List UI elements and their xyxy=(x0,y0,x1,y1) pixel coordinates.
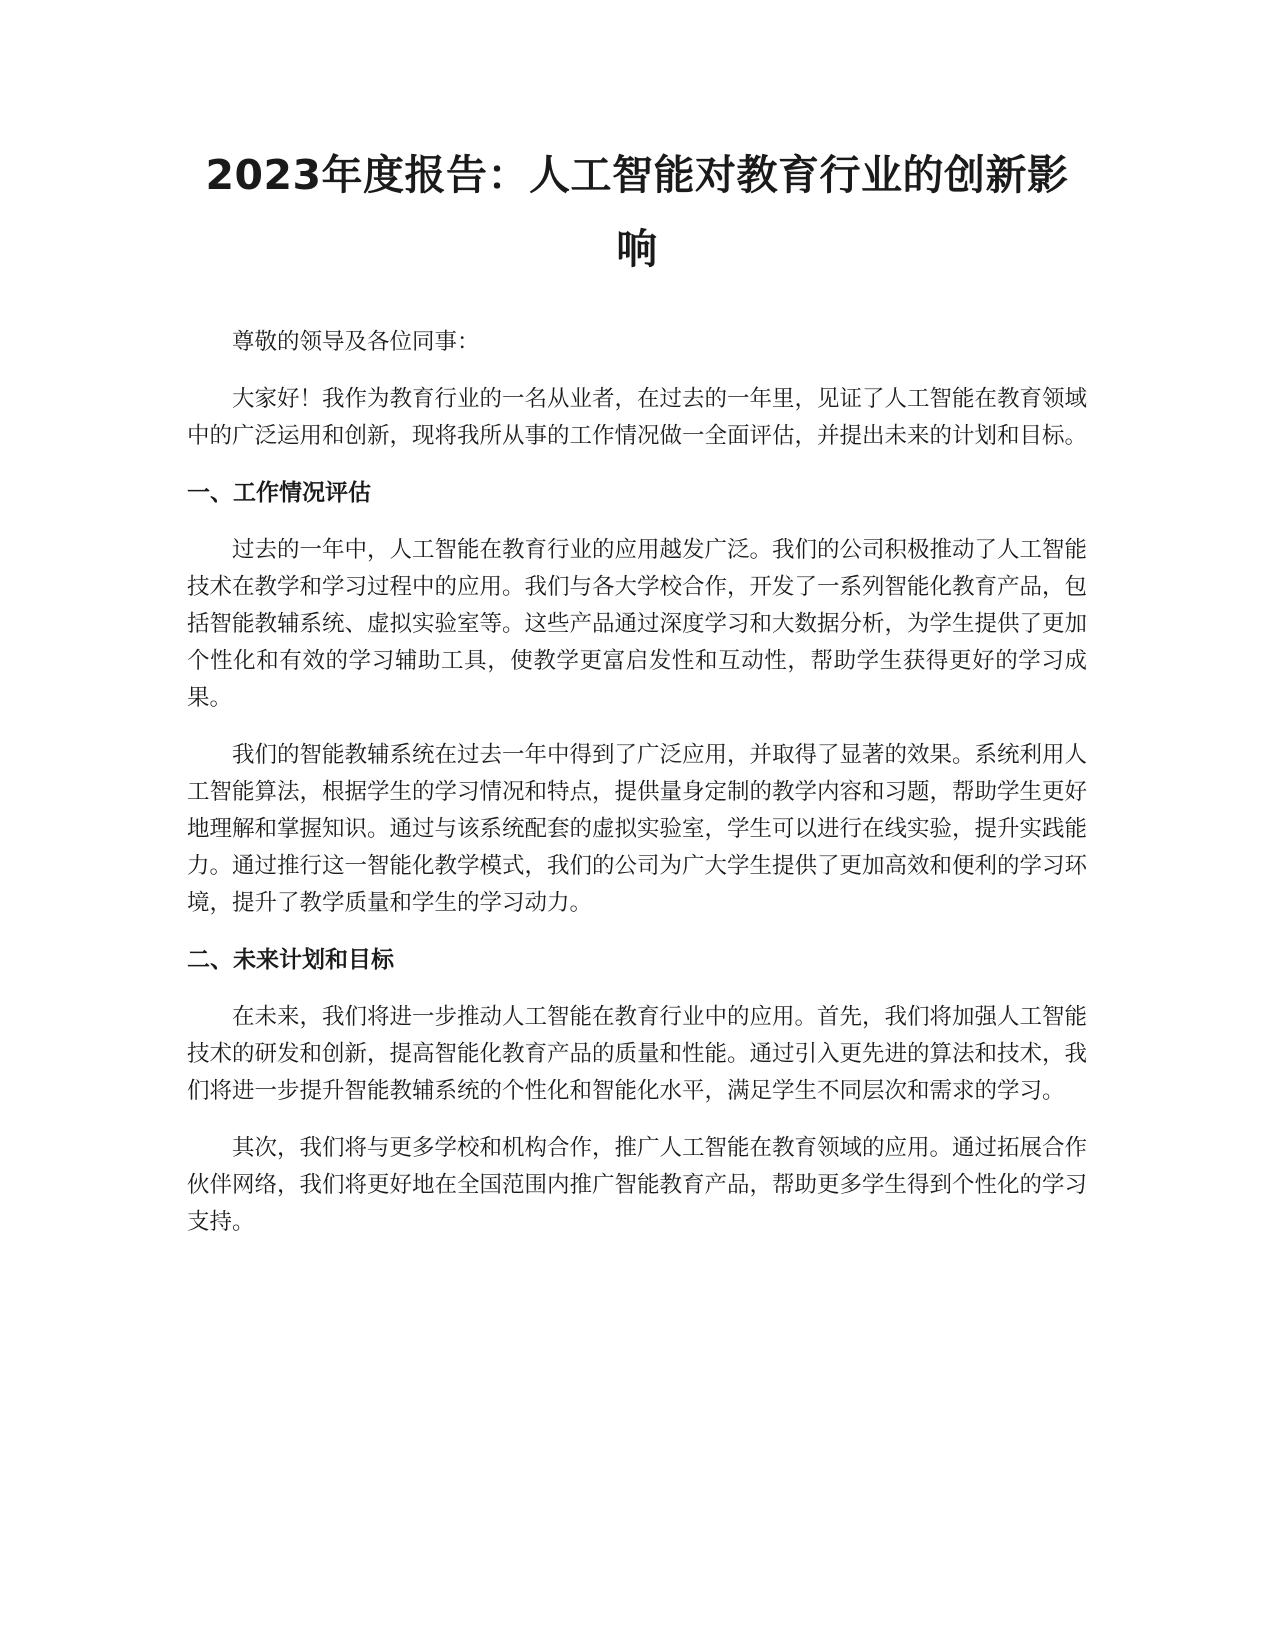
section-1-paragraph-2: 我们的智能教辅系统在过去一年中得到了广泛应用，并取得了显著的效果。系统利用人工智能算法，根据学生的学习情况和特点，提供量身定制的教学内容和习题，帮助学生更好地理解和掌握知识。通过与该系统配套的虚拟实验室，学生可以进行在线实验，提升实践能力。通过推行这一智能化教学模式，我们的公司为广大学生提供了更加高效和便利的学习环境，提升了教学质量和学生的学习动力。 xyxy=(187,742,1088,916)
section-2-paragraph-2: 其次，我们将与更多学校和机构合作，推广人工智能在教育领域的应用。通过拓展合作伙伴网络，我们将更好地在全国范围内推广智能教育产品，帮助更多学生得到个性化的学习支持。 xyxy=(187,1135,1088,1235)
section-heading-work-evaluation: 一、工作情况评估 xyxy=(187,480,371,506)
intro-paragraph: 大家好！我作为教育行业的一名从业者，在过去的一年里，见证了人工智能在教育领域中的广泛运用和创新，现将我所从事的工作情况做一全面评估，并提出未来的计划和目标。 xyxy=(187,386,1088,449)
document-title: 2023年度报告：人工智能对教育行业的创新影响 xyxy=(205,151,1069,273)
section-2-paragraph-1: 在未来，我们将进一步推动人工智能在教育行业中的应用。首先，我们将加强人工智能技术的研发和创新，提高智能化教育产品的质量和性能。通过引入更先进的算法和技术，我们将进一步提升智能教辅系统的个性化和智能化水平，满足学生不同层次和需求的学习。 xyxy=(187,1004,1088,1104)
section-1-paragraph-1: 过去的一年中，人工智能在教育行业的应用越发广泛。我们的公司积极推动了人工智能技术在教学和学习过程中的应用。我们与各大学校合作，开发了一系列智能化教育产品，包括智能教辅系统、虚拟实验室等。这些产品通过深度学习和大数据分析，为学生提供了更加个性化和有效的学习辅助工具，使教学更富启发性和互动性，帮助学生获得更好的学习成果。 xyxy=(187,537,1088,711)
section-heading-future-plans: 二、未来计划和目标 xyxy=(187,947,394,973)
document-page xyxy=(187,138,1087,1241)
salutation: 尊敬的领导及各位同事： xyxy=(232,329,480,355)
